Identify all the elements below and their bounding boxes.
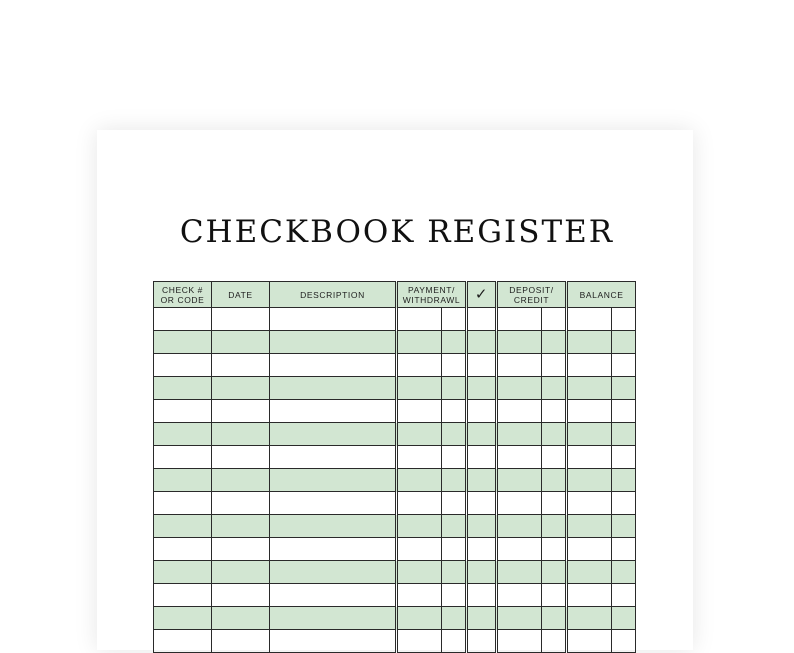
payment-dollars-cell[interactable] <box>397 515 442 538</box>
balance-cents-cell[interactable] <box>612 515 636 538</box>
description-cell[interactable] <box>270 538 397 561</box>
deposit-cents-cell[interactable] <box>542 492 567 515</box>
deposit-dollars-cell[interactable] <box>497 423 542 446</box>
deposit-dollars-cell[interactable] <box>497 400 542 423</box>
payment-cents-cell[interactable] <box>442 354 467 377</box>
balance-dollars-cell[interactable] <box>567 515 612 538</box>
balance-cents-cell[interactable] <box>612 354 636 377</box>
payment-cents-cell[interactable] <box>442 561 467 584</box>
balance-dollars-cell[interactable] <box>567 492 612 515</box>
table-row <box>154 400 636 423</box>
check-cell[interactable] <box>154 584 212 607</box>
description-cell[interactable] <box>270 584 397 607</box>
payment-cents-cell[interactable] <box>442 308 467 331</box>
table-row <box>154 446 636 469</box>
cleared-cell[interactable] <box>467 561 497 584</box>
check-cell[interactable] <box>154 377 212 400</box>
cleared-cell[interactable] <box>467 492 497 515</box>
payment-dollars-cell[interactable] <box>397 561 442 584</box>
payment-cents-cell[interactable] <box>442 538 467 561</box>
cleared-cell[interactable] <box>467 423 497 446</box>
deposit-header: DEPOSIT/ CREDIT <box>497 282 567 308</box>
payment-dollars-cell[interactable] <box>397 630 442 653</box>
payment-cents-cell[interactable] <box>442 515 467 538</box>
cleared-cell[interactable] <box>467 607 497 630</box>
deposit-cents-cell[interactable] <box>542 630 567 653</box>
check-cell[interactable] <box>154 308 212 331</box>
deposit-dollars-cell[interactable] <box>497 446 542 469</box>
table-row <box>154 469 636 492</box>
table-row <box>154 354 636 377</box>
page-title: CHECKBOOK REGISTER <box>179 213 615 250</box>
payment-cents-cell[interactable] <box>442 607 467 630</box>
cleared-cell[interactable] <box>467 469 497 492</box>
deposit-cents-cell[interactable] <box>542 354 567 377</box>
check-cell[interactable] <box>154 492 212 515</box>
check-cell[interactable] <box>154 400 212 423</box>
balance-dollars-cell[interactable] <box>567 377 612 400</box>
balance-dollars-cell[interactable] <box>567 331 612 354</box>
description-cell[interactable] <box>270 331 397 354</box>
payment-dollars-cell[interactable] <box>397 423 442 446</box>
check-cell[interactable] <box>154 538 212 561</box>
deposit-dollars-cell[interactable] <box>497 469 542 492</box>
cleared-cell[interactable] <box>467 377 497 400</box>
check-cell[interactable] <box>154 331 212 354</box>
balance-cents-cell[interactable] <box>612 400 636 423</box>
balance-cents-cell[interactable] <box>612 607 636 630</box>
payment-dollars-cell[interactable] <box>397 607 442 630</box>
description-cell[interactable] <box>270 607 397 630</box>
payment-dollars-cell[interactable] <box>397 469 442 492</box>
deposit-cents-cell[interactable] <box>542 584 567 607</box>
table-row <box>154 515 636 538</box>
description-cell[interactable] <box>270 515 397 538</box>
date-cell[interactable] <box>212 446 270 469</box>
date-header: DATE <box>212 282 270 308</box>
payment-cents-cell[interactable] <box>442 492 467 515</box>
check-cell[interactable] <box>154 515 212 538</box>
balance-dollars-cell[interactable] <box>567 607 612 630</box>
table-row <box>154 423 636 446</box>
payment-dollars-cell[interactable] <box>397 446 442 469</box>
payment-dollars-cell[interactable] <box>397 400 442 423</box>
register-table <box>153 281 636 653</box>
payment-cents-cell[interactable] <box>442 584 467 607</box>
deposit-dollars-cell[interactable] <box>497 492 542 515</box>
table-row <box>154 607 636 630</box>
table-row <box>154 561 636 584</box>
date-cell[interactable] <box>212 469 270 492</box>
date-cell[interactable] <box>212 584 270 607</box>
deposit-dollars-cell[interactable] <box>497 630 542 653</box>
deposit-dollars-cell[interactable] <box>497 308 542 331</box>
deposit-cents-cell[interactable] <box>542 446 567 469</box>
date-cell[interactable] <box>212 377 270 400</box>
table-row <box>154 538 636 561</box>
description-cell[interactable] <box>270 423 397 446</box>
balance-dollars-cell[interactable] <box>567 584 612 607</box>
cleared-cell[interactable] <box>467 308 497 331</box>
deposit-cents-cell[interactable] <box>542 400 567 423</box>
balance-dollars-cell[interactable] <box>567 446 612 469</box>
cleared-cell[interactable] <box>467 630 497 653</box>
deposit-dollars-cell[interactable] <box>497 584 542 607</box>
date-cell[interactable] <box>212 308 270 331</box>
balance-dollars-cell[interactable] <box>567 400 612 423</box>
balance-dollars-cell[interactable] <box>567 469 612 492</box>
check-cell[interactable] <box>154 561 212 584</box>
deposit-cents-cell[interactable] <box>542 469 567 492</box>
register-rows <box>154 308 636 653</box>
balance-cents-cell[interactable] <box>612 446 636 469</box>
balance-cents-cell[interactable] <box>612 469 636 492</box>
deposit-cents-cell[interactable] <box>542 538 567 561</box>
date-cell[interactable] <box>212 561 270 584</box>
date-cell[interactable] <box>212 607 270 630</box>
balance-dollars-cell[interactable] <box>567 423 612 446</box>
balance-cents-cell[interactable] <box>612 331 636 354</box>
balance-dollars-cell[interactable] <box>567 630 612 653</box>
header-row <box>154 282 636 308</box>
date-cell[interactable] <box>212 515 270 538</box>
cleared-cell[interactable] <box>467 331 497 354</box>
deposit-cents-cell[interactable] <box>542 331 567 354</box>
balance-dollars-cell[interactable] <box>567 561 612 584</box>
description-cell[interactable] <box>270 308 397 331</box>
table-row <box>154 630 636 653</box>
cleared-cell[interactable] <box>467 515 497 538</box>
deposit-dollars-cell[interactable] <box>497 377 542 400</box>
cleared-cell[interactable] <box>467 538 497 561</box>
check-cell[interactable] <box>154 607 212 630</box>
balance-cents-cell[interactable] <box>612 423 636 446</box>
description-cell[interactable] <box>270 561 397 584</box>
payment-dollars-cell[interactable] <box>397 308 442 331</box>
description-cell[interactable] <box>270 469 397 492</box>
description-cell[interactable] <box>270 354 397 377</box>
deposit-dollars-cell[interactable] <box>497 354 542 377</box>
balance-header: BALANCE <box>567 282 636 308</box>
balance-cents-cell[interactable] <box>612 538 636 561</box>
date-cell[interactable] <box>212 354 270 377</box>
payment-dollars-cell[interactable] <box>397 331 442 354</box>
balance-dollars-cell[interactable] <box>567 354 612 377</box>
payment-cents-cell[interactable] <box>442 377 467 400</box>
check-cell[interactable] <box>154 469 212 492</box>
cleared-cell[interactable] <box>467 584 497 607</box>
balance-cents-cell[interactable] <box>612 492 636 515</box>
balance-dollars-cell[interactable] <box>567 538 612 561</box>
payment-dollars-cell[interactable] <box>397 584 442 607</box>
description-cell[interactable] <box>270 377 397 400</box>
table-row <box>154 377 636 400</box>
check-cell[interactable] <box>154 446 212 469</box>
description-cell[interactable] <box>270 446 397 469</box>
payment-cents-cell[interactable] <box>442 400 467 423</box>
description-cell[interactable] <box>270 492 397 515</box>
payment-cents-cell[interactable] <box>442 446 467 469</box>
table-row <box>154 492 636 515</box>
balance-cents-cell[interactable] <box>612 630 636 653</box>
date-cell[interactable] <box>212 630 270 653</box>
table-row <box>154 584 636 607</box>
check-cell[interactable] <box>154 423 212 446</box>
balance-cents-cell[interactable] <box>612 561 636 584</box>
balance-cents-cell[interactable] <box>612 377 636 400</box>
balance-dollars-cell[interactable] <box>567 308 612 331</box>
deposit-dollars-cell[interactable] <box>497 331 542 354</box>
payment-dollars-cell[interactable] <box>397 377 442 400</box>
deposit-dollars-cell[interactable] <box>497 538 542 561</box>
description-cell[interactable] <box>270 630 397 653</box>
deposit-cents-cell[interactable] <box>542 561 567 584</box>
cleared-cell[interactable] <box>467 400 497 423</box>
deposit-dollars-cell[interactable] <box>497 561 542 584</box>
deposit-cents-cell[interactable] <box>542 607 567 630</box>
deposit-cents-cell[interactable] <box>542 377 567 400</box>
balance-cents-cell[interactable] <box>612 308 636 331</box>
deposit-cents-cell[interactable] <box>542 308 567 331</box>
table-row <box>154 308 636 331</box>
payment-header: PAYMENT/ WITHDRAWL <box>397 282 467 308</box>
cleared-cell[interactable] <box>467 354 497 377</box>
deposit-dollars-cell[interactable] <box>497 515 542 538</box>
payment-dollars-cell[interactable] <box>397 538 442 561</box>
cleared-cell[interactable] <box>467 446 497 469</box>
payment-cents-cell[interactable] <box>442 331 467 354</box>
payment-cents-cell[interactable] <box>442 469 467 492</box>
payment-cents-cell[interactable] <box>442 630 467 653</box>
check-cell[interactable] <box>154 630 212 653</box>
deposit-cents-cell[interactable] <box>542 423 567 446</box>
deposit-dollars-cell[interactable] <box>497 607 542 630</box>
description-cell[interactable] <box>270 400 397 423</box>
payment-cents-cell[interactable] <box>442 423 467 446</box>
date-cell[interactable] <box>212 492 270 515</box>
cleared-checkmark-icon: ✓ <box>467 282 497 308</box>
description-header: DESCRIPTION <box>270 282 397 308</box>
check-cell[interactable] <box>154 354 212 377</box>
date-cell[interactable] <box>212 400 270 423</box>
table-row <box>154 331 636 354</box>
payment-dollars-cell[interactable] <box>397 492 442 515</box>
date-cell[interactable] <box>212 423 270 446</box>
check-number-header: CHECK # OR CODE <box>154 282 212 308</box>
deposit-cents-cell[interactable] <box>542 515 567 538</box>
balance-cents-cell[interactable] <box>612 584 636 607</box>
payment-dollars-cell[interactable] <box>397 354 442 377</box>
date-cell[interactable] <box>212 331 270 354</box>
date-cell[interactable] <box>212 538 270 561</box>
